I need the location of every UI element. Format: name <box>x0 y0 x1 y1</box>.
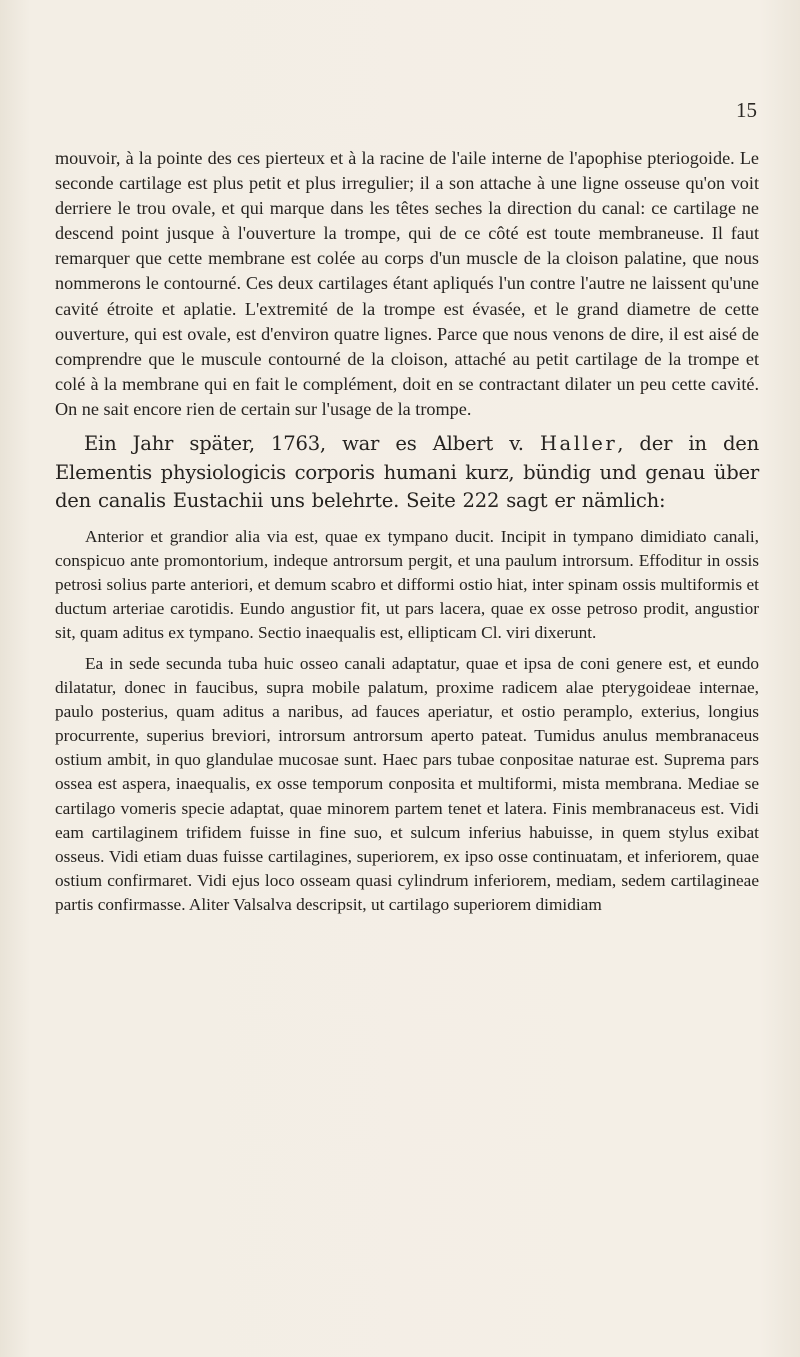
french-quotation-paragraph: mouvoir, à la pointe des ces pierteux et à la racine de l'aile interne de l'apophise pteriogoide. Le seconde cartilage est plus petit et plus irregulier; il a son attache à une ligne osseuse qu'on voit derriere le trou ovale, et qui marque dans les têtes seches la direction du canal: ce cartilage ne descend point jusque à l'ouverture la trompe, qui de ce côté est toute membraneuse. Il faut remarquer que cette membrane est colée au corps d'un muscle de la cloison palatine, que nous nommerons le contourné. Ces deux cartilages étant apliqués l'un contre l'autre ne laissent qu'une cavité étroite et aplatie. L'extremité de la trompe est évasée, et le grand diametre de cette ouverture, qui est ovale, est d'environ quatre lignes. Parce que nous venons de dire, il est aisé de comprendre que le muscule contourné de la cloison, attaché au petit cartilage de la trompe et colé à la membrane qui en fait le complément, doit en se contractant dilater un peu cette cavité. On ne sait encore rien de certain sur l'usage de la trompe. <box>55 148 759 419</box>
german-text-after-name: , der in den Elementis physiologicis corporis humani kurz, bündig und genau über den canalis Eustachii uns belehrte. Seite 222 sagt er nämlich: <box>55 432 760 513</box>
latin-quotation-paragraph-1: Anterior et grandior alia via est, quae ex tympano ducit. Incipit in tympano dimidiato canali, conspicuo ante promontorium, indeque antrorsum pergit, et una paulum introrsum. Effoditur in ossis petrosi solius parte anteriori, et demum scabro et difformi ostio hiat, inter spinam ossis multiformis et ductum arteriae carotidis. Eundo angustior fit, ut pars lacera, quae ex osse petroso prodit, angustior sit, quam aditus ex tympano. Sectio inaequalis est, ellipticam Cl. viri dixerunt. <box>55 526 759 642</box>
author-name-haller: Haller <box>539 432 618 456</box>
latin-quotation-paragraph-2: Ea in sede secunda tuba huic osseo canali adaptatur, quae et ipsa de coni genere est, et eundo dilatatur, donec in faucibus, supra mobile palatum, proxime radicem alae pterygoideae internae, paulo posterius, quam aditus a naribus, ad fauces aperiatur, et ostio peramplo, exterius, longius procurrente, superius breviori, introrsum antrorsum aperto pateat. Tumidus anulus membranaceus ostium ambit, in quo glandulae mucosae sunt. Haec pars tubae conpositae naturae est. Suprema pars ossea est aspera, inaequalis, ex osse temporum conposita et multiformi, mista membrana. Mediae se cartilago vomeris specie adaptat, quae minorem partem tenet et latera. Finis membranaceus est. Vidi eam cartilaginem trifidem fuisse in fine suo, et sulcum inferius habuisse, in quem stylus exibat osseus. Vidi etiam duas fuisse cartilagines, superiorem, ex ipso osse continuatam, et inferiorem, quae ostium confirmaret. Vidi ejus loco osseam quasi cylindrum inferiorem, mediam, sedem cartilagineae partis confirmasse. Aliter Valsalva descripsit, ut cartilago superiorem dimidiam <box>55 654 759 914</box>
page-number: 15 <box>736 98 757 122</box>
german-body-paragraph <box>55 430 759 516</box>
german-text-before-name: Ein Jahr später, 1763, war es Albert v. <box>84 432 540 456</box>
page-body <box>55 146 759 917</box>
